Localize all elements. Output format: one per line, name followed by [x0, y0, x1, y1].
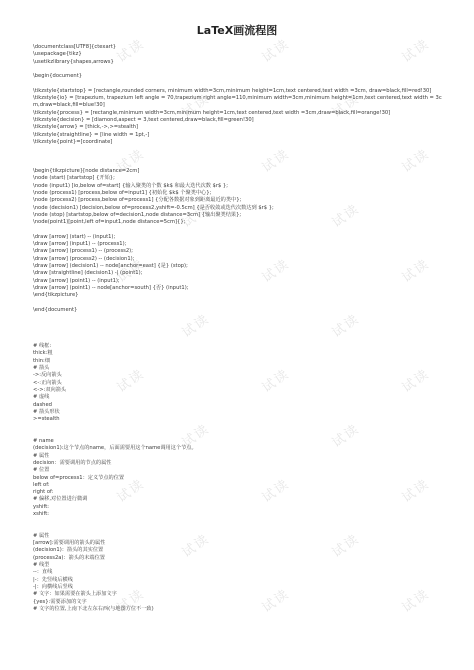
text-line: {yes}:需要添加的文字 [33, 598, 87, 605]
text-line: \node (input1) [io,below of=start] {输入聚类的个数 $k$ 和最大迭代次数 $r$ }; [33, 182, 228, 189]
text-line: \draw [arrow] (input1) -- (process1); [33, 241, 127, 248]
blank-line [33, 153, 443, 160]
text-line: \node (decision1) [decision,below of=process2,yshift=-0.5cm] {是否收敛或迭代次数达到 $r$ }; [33, 204, 274, 211]
blank-line [33, 329, 443, 336]
text-line: (decision1)：箭头的其实位置 [33, 547, 104, 554]
blank-line [33, 226, 443, 233]
text-line: \tikzstyle{io} = [trapezium, trapezium left angle = 70,trapezium right angle=110,minimum width=3cm,minimum height=1cm,text centered,text width = 3cm,draw=black,fill=blue!30] [33, 95, 442, 109]
blank-line [33, 161, 443, 168]
watermark: 试读 [259, 146, 293, 176]
text-line: below of=process1：定义节点的位置 [33, 474, 125, 481]
watermark: 试读 [114, 586, 148, 616]
text-line: # 线框: [33, 343, 52, 350]
text-line: \tikzstyle{point}=[coordinate] [33, 138, 113, 145]
text-line: decision：需要调用的节点的属性 [33, 459, 112, 466]
text-line: \draw [arrow] (point1) -- (input1); [33, 277, 120, 284]
watermark: 试读 [114, 36, 148, 66]
blank-line [33, 321, 443, 328]
text-line: \documentclass[UTF8]{ctexart} [33, 44, 117, 50]
text-line: \draw [arrow] (process2) -- (decision1); [33, 255, 135, 262]
text-line: xshift: [33, 511, 50, 517]
watermark: 试读 [179, 201, 213, 231]
text-line: [arrow]:需要调用的箭头的属性 [33, 540, 106, 547]
text-line: # 属性 [33, 532, 50, 539]
text-line: # 属性 [33, 452, 50, 459]
text-line: \draw [arrow] (decision1) -- node[anchor=east] {是} (stop); [33, 262, 188, 269]
watermark: 试读 [179, 91, 213, 121]
text-line: # 线型 [33, 562, 50, 569]
text-line: \tikzstyle{straightline} = [line width = 1pt,-] [33, 131, 150, 138]
blank-line [33, 431, 443, 438]
watermark: 试读 [114, 366, 148, 396]
watermark: 试读 [114, 476, 148, 506]
text-line: -|：向横线后竖线 [33, 583, 73, 590]
watermark: 试读 [329, 91, 363, 121]
blank-line [33, 314, 443, 321]
blank-line [33, 80, 443, 87]
text-line: \tikzstyle{decision} = [diamond,aspect = 3,text centered,draw=black,fill=green!30] [33, 116, 254, 123]
text-line: \begin{tikzpicture}[node distance=2cm] [33, 168, 140, 175]
text-line: \usetikzlibrary{shapes,arrows} [33, 58, 114, 65]
text-line: |-：先竖线后横线 [33, 576, 73, 583]
watermark: 试读 [179, 311, 213, 341]
watermark: 试读 [114, 146, 148, 176]
page-title: LaTeX画流程图 [196, 24, 278, 37]
watermark: 试读 [399, 366, 433, 396]
blank-line [33, 146, 443, 153]
text-line: (decision1):这个节点的name，后面需要用这个name调用这个节点。 [33, 445, 197, 452]
text-line: thin:细 [33, 357, 50, 364]
text-line: \node (start) [startstop] {开始}; [33, 175, 115, 182]
text-line: # name [33, 438, 54, 445]
text-line: >=stealth [33, 416, 60, 423]
watermark: 试读 [329, 201, 363, 231]
text-line: \draw [arrow] (start) -- (input1); [33, 233, 116, 240]
text-line: \node (process2) [process,below of=process1] {分配各数据对象到距离最近的类中}; [33, 197, 242, 204]
blank-line [33, 526, 443, 533]
blank-line [33, 336, 443, 343]
text-line: <->:双向箭头 [33, 386, 67, 393]
text-line: thick:粗 [33, 350, 53, 357]
text-line: (process2a)：箭头的末端位置 [33, 554, 105, 561]
text-line: \begin{document} [33, 73, 83, 80]
blank-line [33, 423, 443, 430]
watermark: 试读 [179, 421, 213, 451]
text-line: \draw [arrow] (process1) -- (process2); [33, 248, 133, 255]
text-line: # 文字的位置,上南下北左东右西(与地图方位不一致) [33, 605, 154, 612]
text-line: \tikzstyle{arrow} = [thick,->,>=stealth] [33, 124, 139, 131]
watermark: 试读 [399, 586, 433, 616]
watermark: 试读 [329, 531, 363, 561]
text-line: \node (stop) [startstop,below of=decision1,node distance=3cm] {输出聚类结果}; [33, 211, 242, 218]
watermark: 试读 [329, 421, 363, 451]
watermark: 试读 [399, 476, 433, 506]
blank-line [33, 518, 443, 525]
text-line: <-:正向箭头 [33, 379, 62, 386]
watermark: 试读 [259, 366, 293, 396]
watermark: 试读 [259, 476, 293, 506]
text-line: \end{document} [33, 306, 78, 313]
text-line: dashed [33, 401, 52, 408]
text-line: \usepackage{tikz} [33, 51, 82, 58]
text-line: \node(point1)[point,left of=input1,node distance=5cm]{}; [33, 219, 186, 226]
blank-line [33, 299, 443, 306]
text-line: yshift: [33, 503, 50, 510]
watermark: 试读 [329, 311, 363, 341]
text-line: # 虚线 [33, 394, 50, 401]
code-body [33, 44, 443, 613]
text-line: \end{tikzpicture} [33, 292, 79, 299]
text-line: # 文字：如果需要在箭头上添加文字 [33, 591, 117, 598]
text-line: # 箭头形状 [33, 408, 60, 415]
text-line: \tikzstyle{startstop} = [rectangle,rounded corners, minimum width=3cm,minimum height=1cm,text centered,text width =3cm, draw=black,fill=red!30] [33, 87, 432, 94]
watermark: 试读 [399, 256, 433, 286]
watermark: 试读 [259, 36, 293, 66]
text-line: \draw [straightline] (decision1) -| (point1); [33, 270, 143, 277]
blank-line [33, 66, 443, 73]
text-line: # 位置 [33, 467, 50, 474]
watermark: 试读 [259, 256, 293, 286]
text-line: \node (process1) [process,below of=input1] {初始化 $k$ 个聚类中心}; [33, 189, 212, 196]
text-line: left of: [33, 481, 50, 488]
text-line: # 箭头 [33, 365, 50, 372]
text-line: --：直线 [33, 569, 53, 576]
text-line: # 偏移,对位置进行微调 [33, 496, 88, 503]
text-line: \tikzstyle{process} = [rectangle,minimum width=3cm,minimum height=1cm,text centered,text width =3cm,draw=black,fill=orange!30] [33, 109, 391, 116]
watermark: 试读 [114, 256, 148, 286]
watermark: 试读 [259, 586, 293, 616]
text-line: \draw [arrow] (point1) -- node[anchor=south] {否} (input1); [33, 284, 189, 291]
text-line: ->:反向箭头 [33, 372, 62, 379]
watermark: 试读 [399, 36, 433, 66]
watermark: 试读 [399, 146, 433, 176]
text-line: right of: [33, 489, 54, 496]
watermark: 试读 [179, 531, 213, 561]
